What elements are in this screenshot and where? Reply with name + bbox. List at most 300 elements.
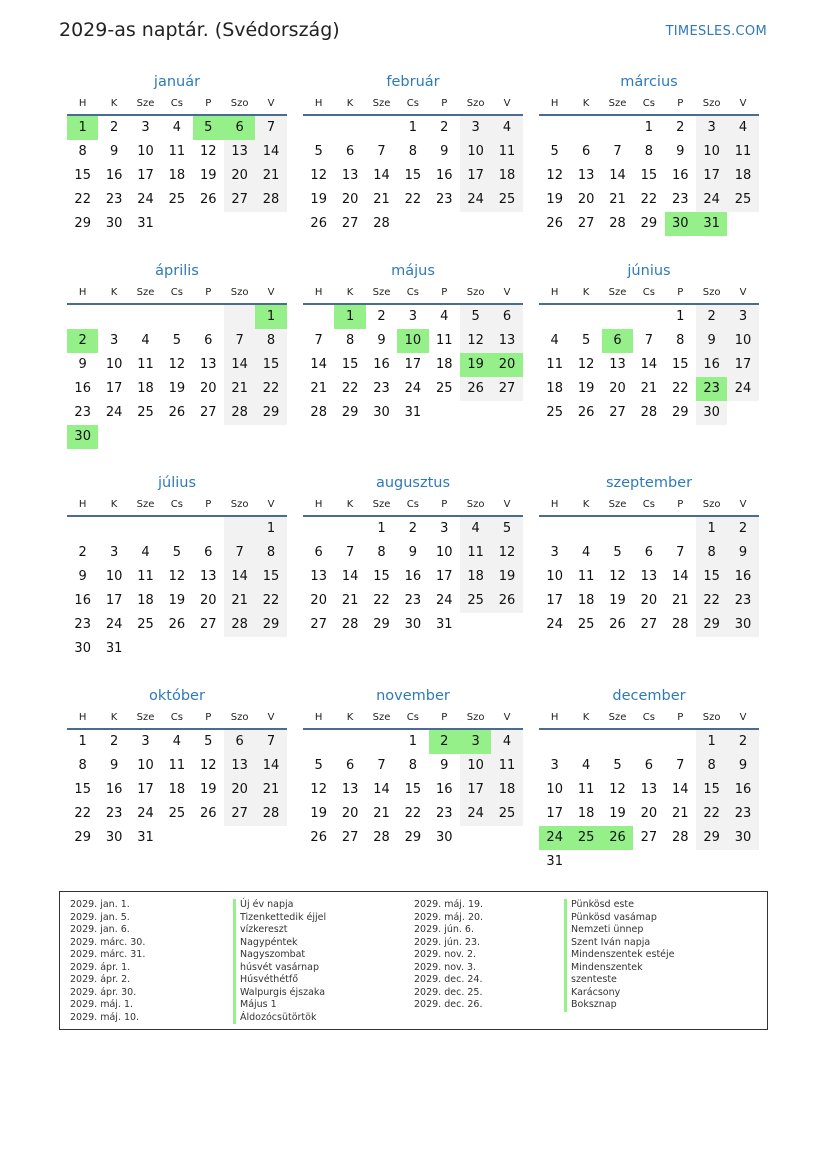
day-cell[interactable]: 3 bbox=[727, 305, 758, 329]
day-cell[interactable]: 7 bbox=[613, 144, 622, 159]
day-cell[interactable]: 27 bbox=[224, 188, 255, 212]
day-cell[interactable]: 12 bbox=[199, 758, 217, 773]
day-cell[interactable]: 3 bbox=[109, 545, 119, 560]
day-cell[interactable]: 27 bbox=[640, 830, 658, 845]
day-cell[interactable]: 21 bbox=[341, 593, 359, 608]
day-cell[interactable]: 6 bbox=[224, 730, 255, 754]
day-cell[interactable]: 30 bbox=[727, 613, 758, 637]
day-cell[interactable]: 10 bbox=[727, 329, 758, 353]
day-cell[interactable]: 9 bbox=[109, 758, 119, 773]
day-cell[interactable]: 10 bbox=[105, 569, 123, 584]
day-cell[interactable]: 28 bbox=[609, 216, 626, 231]
day-cell[interactable]: 12 bbox=[546, 168, 563, 183]
day-cell[interactable]: 8 bbox=[78, 758, 87, 773]
day-cell[interactable]: 4 bbox=[172, 120, 181, 135]
day-cell[interactable]: 13 bbox=[640, 569, 658, 584]
day-cell[interactable]: 14 bbox=[373, 782, 390, 797]
day-cell[interactable]: 22 bbox=[255, 377, 286, 401]
day-cell[interactable]: 4 bbox=[491, 116, 522, 140]
day-cell[interactable]: 13 bbox=[341, 782, 359, 797]
day-cell[interactable]: 13 bbox=[224, 140, 255, 164]
day-cell[interactable]: 31 bbox=[137, 830, 154, 845]
day-cell[interactable]: 1 bbox=[644, 120, 653, 135]
day-cell[interactable]: 29 bbox=[404, 830, 422, 845]
day-cell[interactable]: 16 bbox=[74, 593, 91, 608]
day-cell[interactable]: 20 bbox=[577, 192, 595, 207]
day-cell[interactable]: 26 bbox=[199, 806, 217, 821]
day-cell[interactable]: 25 bbox=[546, 405, 563, 420]
day-cell[interactable]: 27 bbox=[491, 377, 522, 401]
day-cell[interactable]: 23 bbox=[105, 806, 123, 821]
day-cell[interactable]: 24 bbox=[460, 802, 491, 826]
day-cell[interactable]: 7 bbox=[377, 144, 386, 159]
day-cell[interactable]: 25 bbox=[491, 802, 522, 826]
day-cell[interactable]: 25 bbox=[137, 405, 154, 420]
day-cell[interactable]: 3 bbox=[109, 333, 119, 348]
day-cell[interactable]: 14 bbox=[341, 569, 359, 584]
day-cell[interactable]: 15 bbox=[373, 569, 390, 584]
day-cell[interactable]: 6 bbox=[314, 545, 323, 560]
holiday-cell[interactable]: 31 bbox=[696, 212, 727, 236]
day-cell[interactable]: 28 bbox=[373, 216, 390, 231]
day-cell[interactable]: 24 bbox=[105, 617, 123, 632]
day-cell[interactable]: 19 bbox=[577, 381, 595, 396]
day-cell[interactable]: 14 bbox=[255, 754, 286, 778]
day-cell[interactable]: 14 bbox=[224, 565, 255, 589]
day-cell[interactable]: 5 bbox=[613, 545, 622, 560]
day-cell[interactable]: 1 bbox=[377, 521, 386, 536]
day-cell[interactable]: 9 bbox=[676, 144, 685, 159]
day-cell[interactable]: 21 bbox=[373, 192, 390, 207]
day-cell[interactable]: 12 bbox=[168, 357, 186, 372]
day-cell[interactable]: 2 bbox=[727, 730, 758, 754]
day-cell[interactable]: 27 bbox=[341, 830, 359, 845]
day-cell[interactable]: 25 bbox=[577, 617, 595, 632]
day-cell[interactable]: 11 bbox=[727, 140, 758, 164]
day-cell[interactable]: 4 bbox=[460, 517, 491, 541]
holiday-cell[interactable]: 1 bbox=[334, 305, 365, 329]
day-cell[interactable]: 16 bbox=[696, 353, 727, 377]
day-cell[interactable]: 31 bbox=[404, 405, 422, 420]
day-cell[interactable]: 4 bbox=[727, 116, 758, 140]
day-cell[interactable]: 19 bbox=[310, 192, 327, 207]
day-cell[interactable]: 10 bbox=[137, 144, 154, 159]
day-cell[interactable]: 20 bbox=[609, 381, 626, 396]
day-cell[interactable]: 4 bbox=[440, 309, 449, 324]
day-cell[interactable]: 19 bbox=[310, 806, 327, 821]
day-cell[interactable]: 30 bbox=[435, 830, 453, 845]
day-cell[interactable]: 20 bbox=[341, 192, 359, 207]
day-cell[interactable]: 10 bbox=[696, 140, 727, 164]
day-cell[interactable]: 16 bbox=[74, 381, 91, 396]
day-cell[interactable]: 8 bbox=[408, 758, 417, 773]
day-cell[interactable]: 24 bbox=[727, 377, 758, 401]
day-cell[interactable]: 3 bbox=[141, 120, 150, 135]
day-cell[interactable]: 3 bbox=[440, 521, 449, 536]
day-cell[interactable]: 5 bbox=[581, 333, 591, 348]
day-cell[interactable]: 5 bbox=[314, 144, 323, 159]
day-cell[interactable]: 31 bbox=[137, 216, 154, 231]
day-cell[interactable]: 15 bbox=[404, 168, 422, 183]
day-cell[interactable]: 18 bbox=[546, 381, 563, 396]
day-cell[interactable]: 30 bbox=[74, 641, 91, 656]
day-cell[interactable]: 20 bbox=[640, 593, 658, 608]
day-cell[interactable]: 15 bbox=[640, 168, 658, 183]
day-cell[interactable]: 25 bbox=[168, 806, 186, 821]
day-cell[interactable]: 4 bbox=[491, 730, 522, 754]
day-cell[interactable]: 27 bbox=[224, 802, 255, 826]
day-cell[interactable]: 28 bbox=[640, 405, 658, 420]
day-cell[interactable]: 6 bbox=[644, 545, 653, 560]
day-cell[interactable]: 28 bbox=[255, 188, 286, 212]
day-cell[interactable]: 8 bbox=[696, 541, 727, 565]
day-cell[interactable]: 7 bbox=[255, 730, 286, 754]
day-cell[interactable]: 30 bbox=[105, 216, 123, 231]
day-cell[interactable]: 5 bbox=[460, 305, 491, 329]
day-cell[interactable]: 6 bbox=[644, 758, 653, 773]
day-cell[interactable]: 10 bbox=[105, 357, 123, 372]
holiday-cell[interactable]: 20 bbox=[491, 353, 522, 377]
day-cell[interactable]: 29 bbox=[74, 830, 91, 845]
day-cell[interactable]: 8 bbox=[255, 329, 286, 353]
day-cell[interactable]: 12 bbox=[310, 168, 327, 183]
day-cell[interactable]: 21 bbox=[373, 806, 390, 821]
day-cell[interactable]: 27 bbox=[341, 216, 359, 231]
holiday-cell[interactable]: 25 bbox=[570, 826, 601, 850]
day-cell[interactable]: 29 bbox=[74, 216, 91, 231]
day-cell[interactable]: 23 bbox=[373, 381, 390, 396]
holiday-cell[interactable]: 6 bbox=[602, 329, 633, 353]
day-cell[interactable]: 10 bbox=[137, 758, 154, 773]
day-cell[interactable]: 9 bbox=[377, 333, 386, 348]
day-cell[interactable]: 5 bbox=[172, 545, 181, 560]
day-cell[interactable]: 14 bbox=[255, 140, 286, 164]
day-cell[interactable]: 15 bbox=[671, 357, 689, 372]
day-cell[interactable]: 19 bbox=[609, 593, 626, 608]
day-cell[interactable]: 14 bbox=[373, 168, 390, 183]
day-cell[interactable]: 7 bbox=[224, 329, 255, 353]
day-cell[interactable]: 29 bbox=[255, 401, 286, 425]
day-cell[interactable]: 11 bbox=[491, 140, 522, 164]
day-cell[interactable]: 30 bbox=[404, 617, 422, 632]
day-cell[interactable]: 27 bbox=[310, 617, 327, 632]
day-cell[interactable]: 17 bbox=[105, 381, 123, 396]
day-cell[interactable]: 24 bbox=[460, 188, 491, 212]
day-cell[interactable]: 15 bbox=[404, 782, 422, 797]
day-cell[interactable]: 11 bbox=[546, 357, 563, 372]
day-cell[interactable]: 7 bbox=[314, 333, 323, 348]
day-cell[interactable]: 7 bbox=[377, 758, 386, 773]
day-cell[interactable]: 24 bbox=[105, 405, 123, 420]
day-cell[interactable]: 31 bbox=[105, 641, 123, 656]
holiday-cell[interactable]: 23 bbox=[696, 377, 727, 401]
day-cell[interactable]: 16 bbox=[373, 357, 390, 372]
day-cell[interactable]: 21 bbox=[255, 164, 286, 188]
day-cell[interactable]: 12 bbox=[460, 329, 491, 353]
day-cell[interactable]: 14 bbox=[640, 357, 658, 372]
day-cell[interactable]: 18 bbox=[491, 778, 522, 802]
day-cell[interactable]: 22 bbox=[671, 381, 689, 396]
day-cell[interactable]: 2 bbox=[727, 517, 758, 541]
day-cell[interactable]: 9 bbox=[727, 541, 758, 565]
day-cell[interactable]: 14 bbox=[671, 569, 689, 584]
day-cell[interactable]: 26 bbox=[577, 405, 595, 420]
day-cell[interactable]: 21 bbox=[224, 589, 255, 613]
day-cell[interactable]: 26 bbox=[310, 216, 327, 231]
day-cell[interactable]: 28 bbox=[671, 617, 689, 632]
day-cell[interactable]: 2 bbox=[696, 305, 727, 329]
day-cell[interactable]: 14 bbox=[671, 782, 689, 797]
day-cell[interactable]: 7 bbox=[345, 545, 355, 560]
day-cell[interactable]: 25 bbox=[491, 188, 522, 212]
day-cell[interactable]: 26 bbox=[546, 216, 563, 231]
day-cell[interactable]: 17 bbox=[546, 593, 563, 608]
day-cell[interactable]: 30 bbox=[373, 405, 390, 420]
day-cell[interactable]: 1 bbox=[676, 309, 685, 324]
day-cell[interactable]: 23 bbox=[727, 589, 758, 613]
day-cell[interactable]: 12 bbox=[199, 144, 217, 159]
day-cell[interactable]: 18 bbox=[137, 381, 154, 396]
day-cell[interactable]: 9 bbox=[78, 357, 87, 372]
holiday-cell[interactable]: 2 bbox=[429, 730, 460, 754]
day-cell[interactable]: 28 bbox=[224, 613, 255, 637]
day-cell[interactable]: 18 bbox=[727, 164, 758, 188]
day-cell[interactable]: 10 bbox=[546, 569, 563, 584]
day-cell[interactable]: 2 bbox=[109, 734, 119, 749]
holiday-cell[interactable]: 19 bbox=[460, 353, 491, 377]
day-cell[interactable]: 27 bbox=[199, 617, 217, 632]
holiday-cell[interactable]: 1 bbox=[255, 305, 286, 329]
day-cell[interactable]: 20 bbox=[341, 806, 359, 821]
day-cell[interactable]: 30 bbox=[727, 826, 758, 850]
day-cell[interactable]: 21 bbox=[310, 381, 327, 396]
day-cell[interactable]: 1 bbox=[408, 120, 417, 135]
day-cell[interactable]: 10 bbox=[435, 545, 453, 560]
day-cell[interactable]: 15 bbox=[74, 168, 91, 183]
day-cell[interactable]: 5 bbox=[491, 517, 522, 541]
day-cell[interactable]: 18 bbox=[577, 593, 595, 608]
day-cell[interactable]: 8 bbox=[78, 144, 87, 159]
day-cell[interactable]: 15 bbox=[341, 357, 359, 372]
day-cell[interactable]: 15 bbox=[696, 565, 727, 589]
day-cell[interactable]: 1 bbox=[696, 730, 727, 754]
day-cell[interactable]: 24 bbox=[435, 593, 453, 608]
day-cell[interactable]: 23 bbox=[435, 192, 453, 207]
day-cell[interactable]: 12 bbox=[609, 569, 626, 584]
day-cell[interactable]: 19 bbox=[491, 565, 522, 589]
day-cell[interactable]: 21 bbox=[671, 593, 689, 608]
day-cell[interactable]: 20 bbox=[310, 593, 327, 608]
day-cell[interactable]: 22 bbox=[696, 802, 727, 826]
day-cell[interactable]: 22 bbox=[74, 192, 91, 207]
day-cell[interactable]: 15 bbox=[255, 353, 286, 377]
day-cell[interactable]: 8 bbox=[255, 541, 286, 565]
day-cell[interactable]: 21 bbox=[671, 806, 689, 821]
day-cell[interactable]: 7 bbox=[676, 758, 685, 773]
day-cell[interactable]: 14 bbox=[310, 357, 327, 372]
day-cell[interactable]: 4 bbox=[550, 333, 559, 348]
day-cell[interactable]: 22 bbox=[404, 192, 422, 207]
day-cell[interactable]: 26 bbox=[168, 617, 186, 632]
day-cell[interactable]: 22 bbox=[74, 806, 91, 821]
day-cell[interactable]: 18 bbox=[168, 782, 186, 797]
day-cell[interactable]: 24 bbox=[696, 188, 727, 212]
day-cell[interactable]: 26 bbox=[168, 405, 186, 420]
day-cell[interactable]: 28 bbox=[341, 617, 359, 632]
day-cell[interactable]: 9 bbox=[727, 754, 758, 778]
day-cell[interactable]: 13 bbox=[224, 754, 255, 778]
day-cell[interactable]: 31 bbox=[546, 854, 563, 869]
day-cell[interactable]: 28 bbox=[310, 405, 327, 420]
day-cell[interactable]: 21 bbox=[609, 192, 626, 207]
day-cell[interactable]: 3 bbox=[696, 116, 727, 140]
day-cell[interactable]: 24 bbox=[546, 617, 563, 632]
day-cell[interactable]: 11 bbox=[577, 569, 595, 584]
holiday-cell[interactable]: 5 bbox=[193, 116, 224, 140]
day-cell[interactable]: 10 bbox=[546, 782, 563, 797]
day-cell[interactable]: 22 bbox=[640, 192, 658, 207]
day-cell[interactable]: 8 bbox=[644, 144, 653, 159]
day-cell[interactable]: 27 bbox=[640, 617, 658, 632]
day-cell[interactable]: 24 bbox=[404, 381, 422, 396]
day-cell[interactable]: 16 bbox=[435, 168, 453, 183]
day-cell[interactable]: 11 bbox=[435, 333, 453, 348]
day-cell[interactable]: 11 bbox=[491, 754, 522, 778]
day-cell[interactable]: 12 bbox=[609, 782, 626, 797]
day-cell[interactable]: 3 bbox=[550, 758, 559, 773]
day-cell[interactable]: 16 bbox=[727, 778, 758, 802]
day-cell[interactable]: 21 bbox=[640, 381, 658, 396]
day-cell[interactable]: 13 bbox=[199, 569, 217, 584]
day-cell[interactable]: 17 bbox=[727, 353, 758, 377]
day-cell[interactable]: 17 bbox=[435, 569, 453, 584]
day-cell[interactable]: 2 bbox=[408, 521, 417, 536]
day-cell[interactable]: 13 bbox=[310, 569, 327, 584]
day-cell[interactable]: 4 bbox=[581, 758, 591, 773]
day-cell[interactable]: 25 bbox=[435, 381, 453, 396]
day-cell[interactable]: 9 bbox=[78, 569, 87, 584]
day-cell[interactable]: 6 bbox=[345, 144, 355, 159]
day-cell[interactable]: 12 bbox=[310, 782, 327, 797]
day-cell[interactable]: 16 bbox=[435, 782, 453, 797]
day-cell[interactable]: 20 bbox=[640, 806, 658, 821]
day-cell[interactable]: 17 bbox=[137, 168, 154, 183]
day-cell[interactable]: 2 bbox=[676, 120, 685, 135]
day-cell[interactable]: 12 bbox=[168, 569, 186, 584]
day-cell[interactable]: 9 bbox=[696, 329, 727, 353]
day-cell[interactable]: 28 bbox=[373, 830, 390, 845]
day-cell[interactable]: 29 bbox=[671, 405, 689, 420]
day-cell[interactable]: 28 bbox=[224, 401, 255, 425]
day-cell[interactable]: 29 bbox=[696, 613, 727, 637]
day-cell[interactable]: 25 bbox=[168, 192, 186, 207]
day-cell[interactable]: 18 bbox=[137, 593, 154, 608]
day-cell[interactable]: 1 bbox=[255, 517, 286, 541]
holiday-cell[interactable]: 26 bbox=[602, 826, 633, 850]
day-cell[interactable]: 8 bbox=[696, 754, 727, 778]
day-cell[interactable]: 21 bbox=[255, 778, 286, 802]
day-cell[interactable]: 11 bbox=[137, 357, 154, 372]
day-cell[interactable]: 22 bbox=[341, 381, 359, 396]
day-cell[interactable]: 23 bbox=[727, 802, 758, 826]
day-cell[interactable]: 5 bbox=[314, 758, 323, 773]
day-cell[interactable]: 4 bbox=[141, 333, 150, 348]
day-cell[interactable]: 9 bbox=[440, 758, 449, 773]
day-cell[interactable]: 29 bbox=[341, 405, 359, 420]
day-cell[interactable]: 13 bbox=[341, 168, 359, 183]
day-cell[interactable]: 18 bbox=[168, 168, 186, 183]
day-cell[interactable]: 20 bbox=[224, 778, 255, 802]
day-cell[interactable]: 9 bbox=[408, 545, 417, 560]
day-cell[interactable]: 4 bbox=[172, 734, 181, 749]
holiday-cell[interactable]: 30 bbox=[67, 425, 98, 449]
day-cell[interactable]: 5 bbox=[172, 333, 181, 348]
day-cell[interactable]: 13 bbox=[609, 357, 626, 372]
day-cell[interactable]: 23 bbox=[74, 405, 91, 420]
day-cell[interactable]: 17 bbox=[696, 164, 727, 188]
day-cell[interactable]: 17 bbox=[546, 806, 563, 821]
day-cell[interactable]: 26 bbox=[491, 589, 522, 613]
day-cell[interactable]: 29 bbox=[255, 613, 286, 637]
day-cell[interactable]: 19 bbox=[199, 168, 217, 183]
day-cell[interactable]: 8 bbox=[377, 545, 386, 560]
day-cell[interactable]: 6 bbox=[204, 545, 213, 560]
day-cell[interactable]: 21 bbox=[224, 377, 255, 401]
day-cell[interactable]: 8 bbox=[676, 333, 685, 348]
day-cell[interactable]: 7 bbox=[644, 333, 653, 348]
day-cell[interactable]: 22 bbox=[404, 806, 422, 821]
day-cell[interactable]: 23 bbox=[105, 192, 123, 207]
day-cell[interactable]: 5 bbox=[613, 758, 622, 773]
day-cell[interactable]: 25 bbox=[137, 617, 154, 632]
day-cell[interactable]: 18 bbox=[577, 806, 595, 821]
day-cell[interactable]: 17 bbox=[105, 593, 123, 608]
day-cell[interactable]: 29 bbox=[640, 216, 658, 231]
holiday-cell[interactable]: 6 bbox=[224, 116, 255, 140]
day-cell[interactable]: 23 bbox=[404, 593, 422, 608]
day-cell[interactable]: 11 bbox=[168, 144, 186, 159]
day-cell[interactable]: 20 bbox=[224, 164, 255, 188]
day-cell[interactable]: 12 bbox=[491, 541, 522, 565]
day-cell[interactable]: 30 bbox=[105, 830, 123, 845]
day-cell[interactable]: 3 bbox=[408, 309, 417, 324]
day-cell[interactable]: 19 bbox=[168, 381, 186, 396]
day-cell[interactable]: 6 bbox=[204, 333, 213, 348]
day-cell[interactable]: 6 bbox=[491, 305, 522, 329]
day-cell[interactable]: 14 bbox=[224, 353, 255, 377]
day-cell[interactable]: 2 bbox=[377, 309, 386, 324]
brand-logo[interactable]: TIMESLES.COM bbox=[665, 24, 767, 39]
day-cell[interactable]: 11 bbox=[168, 758, 186, 773]
day-cell[interactable]: 15 bbox=[255, 565, 286, 589]
day-cell[interactable]: 20 bbox=[199, 593, 217, 608]
holiday-cell[interactable]: 30 bbox=[665, 212, 696, 236]
day-cell[interactable]: 2 bbox=[109, 120, 119, 135]
day-cell[interactable]: 1 bbox=[408, 734, 417, 749]
day-cell[interactable]: 9 bbox=[440, 144, 449, 159]
day-cell[interactable]: 26 bbox=[199, 192, 217, 207]
day-cell[interactable]: 13 bbox=[577, 168, 595, 183]
day-cell[interactable]: 22 bbox=[696, 589, 727, 613]
day-cell[interactable]: 11 bbox=[460, 541, 491, 565]
day-cell[interactable]: 23 bbox=[435, 806, 453, 821]
day-cell[interactable]: 25 bbox=[727, 188, 758, 212]
day-cell[interactable]: 14 bbox=[609, 168, 626, 183]
day-cell[interactable]: 6 bbox=[345, 758, 355, 773]
day-cell[interactable]: 15 bbox=[74, 782, 91, 797]
day-cell[interactable]: 22 bbox=[255, 589, 286, 613]
day-cell[interactable]: 13 bbox=[199, 357, 217, 372]
